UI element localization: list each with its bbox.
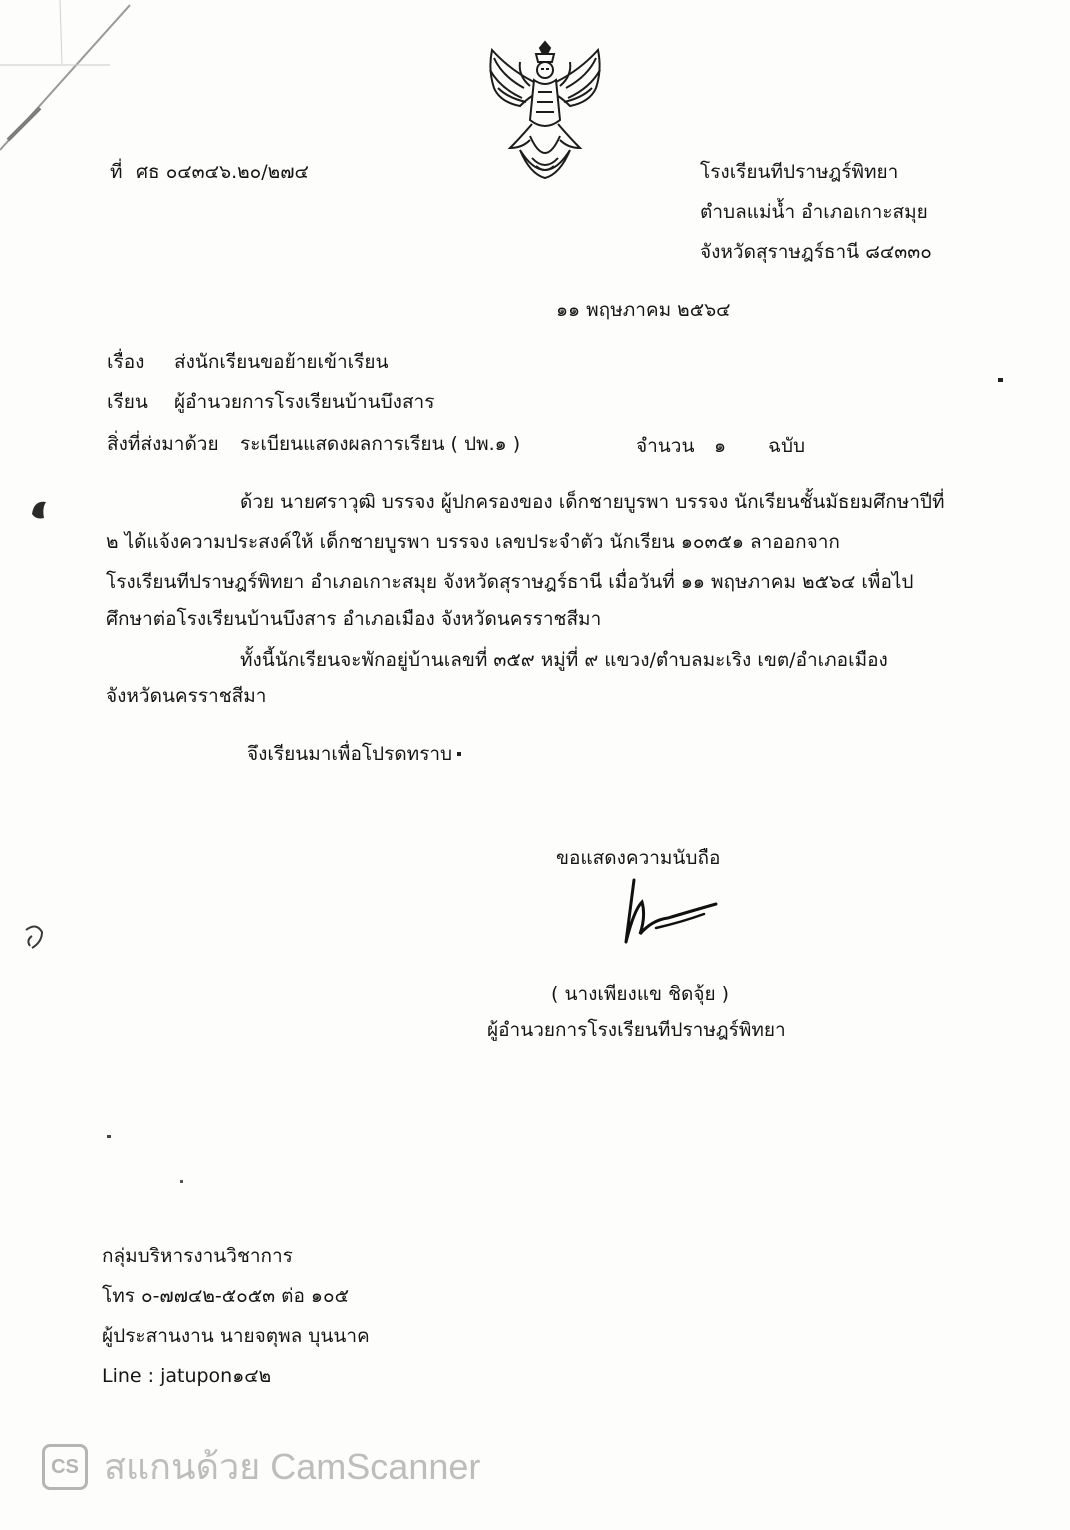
- garuda-emblem: [480, 40, 610, 185]
- footer-coordinator: ผู้ประสานงาน นายจตุพล บุนนาค: [102, 1325, 370, 1347]
- school-name: โรงเรียนทีปราษฎร์พิทยา: [700, 161, 899, 183]
- corner-crease: [0, 0, 140, 160]
- punch-hole-mark: [18, 920, 50, 954]
- camscanner-logo: CS: [42, 1444, 88, 1490]
- recipient-label: เรียน: [107, 391, 148, 413]
- reference-label: ที่: [110, 161, 123, 183]
- handwritten-signature: [612, 872, 722, 952]
- body-para1-line3: โรงเรียนทีปราษฎร์พิทยา อำเภอเกาะสมุย จังหวัดสุราษฎร์ธานี เมื่อวันที่ ๑๑ พฤษภาคม ๒๕๖๔ เพื่อไป: [106, 571, 914, 593]
- body-para1-line4: ศึกษาต่อโรงเรียนบ้านบึงสาร อำเภอเมือง จังหวัดนครราชสีมา: [106, 608, 602, 630]
- footer-line-id: Line : jatupon๑๔๒: [102, 1365, 272, 1387]
- reference-number: ศธ ๐๔๓๔๖.๒๐/๒๗๔: [136, 161, 309, 183]
- punch-hole-mark: [24, 494, 54, 524]
- signature-salutation: ขอแสดงความนับถือ: [556, 847, 721, 869]
- body-para1-line1: ด้วย นายศราวุฒิ บรรจง ผู้ปกครองของ เด็กชายบูรพา บรรจง นักเรียนชั้นมัธยมศึกษาปีที่: [240, 491, 945, 513]
- speck: [180, 1180, 183, 1183]
- body-para2-line2: จังหวัดนครราชสีมา: [106, 685, 267, 707]
- body-para1-line2: ๒ ได้แจ้งความประสงค์ให้ เด็กชายบูรพา บรรจง เลขประจำตัว นักเรียน ๑๐๓๕๑ ลาออกจาก: [106, 531, 840, 553]
- enclosure-text: ระเบียนแสดงผลการเรียน ( ปพ.๑ ): [240, 433, 521, 455]
- footer-department: กลุ่มบริหารงานวิชาการ: [102, 1245, 293, 1267]
- enclosure-qty: ๑: [714, 435, 727, 457]
- body-para2-line1: ทั้งนี้นักเรียนจะพักอยู่บ้านเลขที่ ๓๕๙ หมู่ที่ ๙ แขวง/ตำบลมะเริง เขต/อำเภอเมือง: [240, 649, 888, 671]
- camscanner-watermark: สแกนด้วย CamScanner: [104, 1446, 481, 1487]
- enclosure-qty-label: จำนวน: [636, 435, 695, 457]
- speck: [998, 378, 1003, 382]
- recipient-text: ผู้อำนวยการโรงเรียนบ้านบึงสาร: [174, 391, 435, 413]
- speck: [457, 752, 461, 756]
- subject-text: ส่งนักเรียนขอย้ายเข้าเรียน: [174, 351, 389, 373]
- signatory-position: ผู้อำนวยการโรงเรียนทีปราษฎร์พิทยา: [487, 1019, 786, 1041]
- school-address-line2: จังหวัดสุราษฎร์ธานี ๘๔๓๓๐: [700, 241, 932, 263]
- footer-phone: โทร ๐-๗๗๔๒-๕๐๕๓ ต่อ ๑๐๕: [102, 1285, 349, 1307]
- signatory-name: ( นางเพียงแข ชิดจุ้ย ): [551, 983, 730, 1005]
- subject-label: เรื่อง: [107, 351, 145, 373]
- enclosure-label: สิ่งที่ส่งมาด้วย: [107, 433, 219, 455]
- document-date: ๑๑ พฤษภาคม ๒๕๖๔: [556, 299, 731, 321]
- enclosure-unit: ฉบับ: [768, 435, 806, 457]
- body-closing: จึงเรียนมาเพื่อโปรดทราบ: [247, 743, 453, 765]
- speck: [107, 1135, 111, 1138]
- school-address-line1: ตำบลแม่น้ำ อำเภอเกาะสมุย: [700, 201, 928, 223]
